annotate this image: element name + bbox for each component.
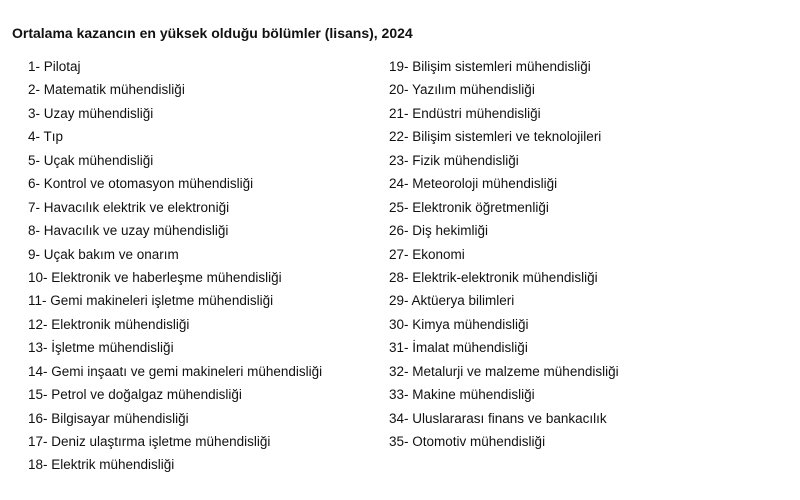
list-item: 31- İmalat mühendisliği [389, 340, 528, 356]
list-item: 29- Aktüerya bilimleri [389, 293, 515, 309]
list-item: 13- İşletme mühendisliği [28, 340, 174, 356]
list-item: 8- Havacılık ve uzay mühendisliği [28, 223, 229, 239]
list-item: 14- Gemi inşaatı ve gemi makineleri mühendisliği [28, 363, 323, 379]
list-item: 26- Diş hekimliği [389, 223, 489, 239]
list-item: 23- Fizik mühendisliği [389, 152, 519, 168]
list-item: 33- Makine mühendisliği [389, 387, 535, 403]
list-item: 3- Uzay mühendisliği [28, 105, 154, 121]
list-item: 5- Uçak mühendisliği [28, 152, 154, 168]
list-item: 21- Endüstri mühendisliği [389, 105, 541, 121]
page-title: Ortalama kazancın en yüksek olduğu bölümler (lisans), 2024 [12, 25, 413, 41]
list-item: 24- Meteoroloji mühendisliği [389, 176, 558, 192]
list-item: 35- Otomotiv mühendisliği [389, 434, 546, 449]
list-item: 11- Gemi makineleri işletme mühendisliği [28, 293, 274, 309]
list-item: 32- Metalurji ve malzeme mühendisliği [389, 363, 619, 379]
list-item: 4- Tıp [28, 129, 64, 145]
list-item: 28- Elektrik-elektronik mühendisliği [389, 269, 598, 285]
list-item: 27- Ekonomi [389, 246, 465, 262]
list-item: 19- Bilişim sistemleri mühendisliği [389, 59, 591, 74]
list-item: 15- Petrol ve doğalgaz mühendisliği [28, 387, 242, 403]
list-item: 1- Pilotaj [28, 59, 81, 74]
list-item: 17- Deniz ulaştırma işletme mühendisliği [28, 434, 271, 449]
list-item: 20- Yazılım mühendisliği [389, 82, 535, 98]
ranking-list-right [389, 55, 619, 453]
list-item: 9- Uçak bakım ve onarım [28, 246, 179, 262]
list-item: 18- Elektrik mühendisliği [28, 457, 175, 473]
ranking-list-left [28, 55, 322, 477]
list-item: 16- Bilgisayar mühendisliği [28, 410, 189, 426]
list-item: 10- Elektronik ve haberleşme mühendisliği [28, 269, 282, 285]
list-item: 2- Matematik mühendisliği [28, 82, 185, 98]
list-item: 6- Kontrol ve otomasyon mühendisliği [28, 176, 254, 192]
list-item: 34- Uluslararası finans ve bankacılık [389, 410, 607, 426]
list-item: 22- Bilişim sistemleri ve teknolojileri [389, 129, 602, 145]
list-item: 30- Kimya mühendisliği [389, 316, 529, 332]
list-item: 7- Havacılık elektrik ve elektroniği [28, 199, 230, 215]
list-item: 25- Elektronik öğretmenliği [389, 199, 549, 215]
list-item: 12- Elektronik mühendisliği [28, 316, 190, 332]
